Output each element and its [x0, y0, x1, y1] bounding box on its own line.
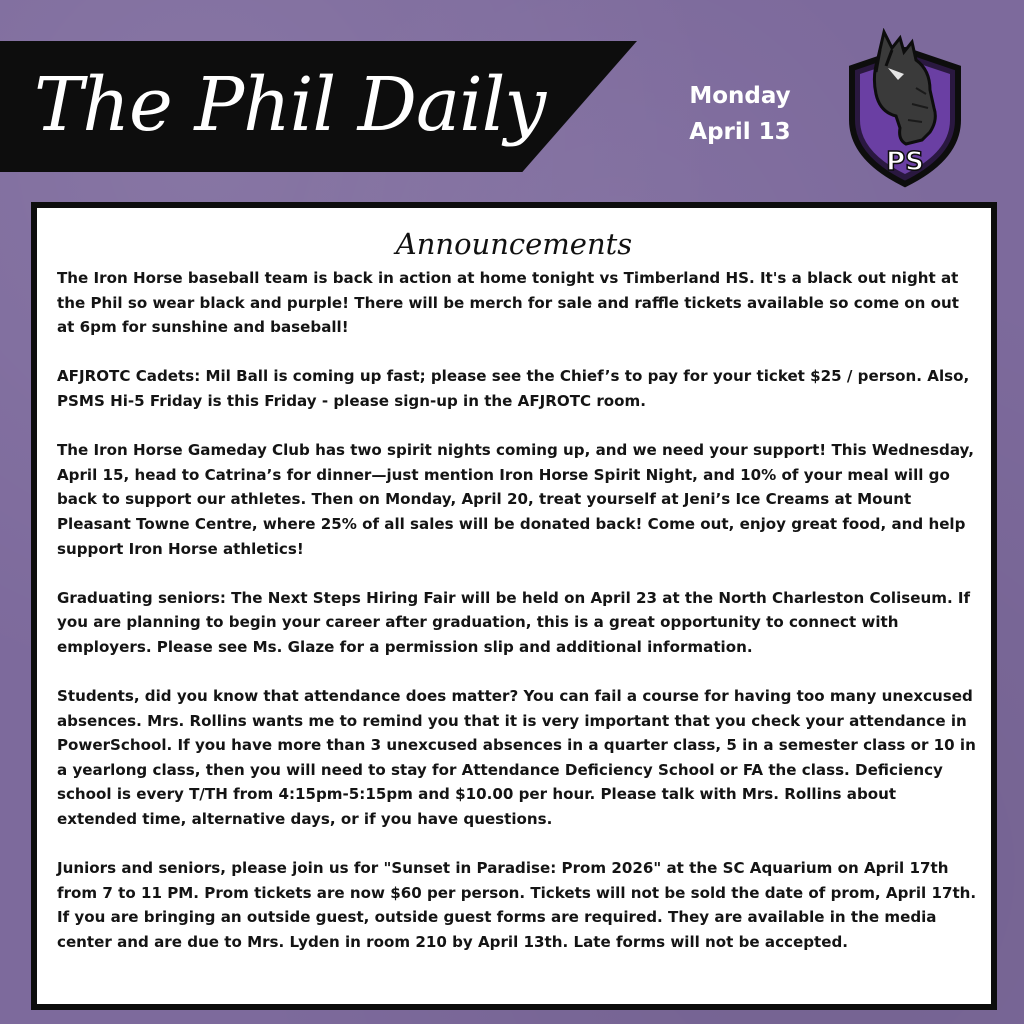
announcements-body — [57, 266, 979, 979]
date-month-day: April 13 — [689, 119, 791, 145]
announcements-card — [31, 202, 997, 1010]
page-title: The Phil Daily — [34, 62, 546, 148]
announcement-paragraph: The Iron Horse Gameday Club has two spirit nights coming up, and we need your support! This Wednesday, April 15, head to Catrina’s for dinner—just mention Iron Horse Spirit Night, and 10% of your meal will go back to support our athletes. Then on Monday, April 20, treat yourself at Jeni’s Ice Creams at Mount Pleasant Towne Centre, where 25% of all sales will be donated back! Come out, enjoy great food, and help support Iron Horse athletics! — [57, 441, 974, 558]
announcement-paragraph: Students, did you know that attendance does matter? You can fail a course for having too many unexcused absences. Mrs. Rollins wants me to remind you that it is very important that you check your attendance in PowerSchool. If you have more than 3 unexcused absences in a quarter class, 5 in a semester class or 10 in a yearlong class, then you will need to stay for Attendance Deficiency School or FA the class. Deficiency school is every T/TH from 4:15pm-5:15pm and $10.00 per hour. Please talk with Mrs. Rollins about extended time, alternative days, or if you have questions. — [57, 687, 976, 829]
announcement-paragraph: Graduating seniors: The Next Steps Hiring Fair will be held on April 23 at the North Charleston Coliseum. If you are planning to begin your career after graduation, this is a great opportunity to connect with employers. Please see Ms. Glaze for a permission slip and additional information. — [57, 588, 971, 656]
logo-text: PS — [886, 147, 924, 177]
date-day: Monday — [689, 83, 791, 109]
iron-horse-mascot-icon — [846, 28, 964, 188]
announcement-paragraph: The Iron Horse baseball team is back in action at home tonight vs Timberland HS. It's a black out night at the Phil so wear black and purple! There will be merch for sale and raffle tickets available so come on out at 6pm for sunshine and baseball! — [57, 269, 960, 337]
announcement-paragraph: AFJROTC Cadets: Mil Ball is coming up fast; please see the Chief’s to pay for your ticket $25 / person. Also, PSMS Hi-5 Friday is this Friday - please sign-up in the AFJROTC room. — [57, 367, 970, 410]
announcements-heading: Announcements — [395, 227, 633, 261]
announcement-paragraph: Juniors and seniors, please join us for "Sunset in Paradise: Prom 2026" at the SC Aquarium on April 17th from 7 to 11 PM. Prom tickets are now $60 per person. Tickets will not be sold the date of prom, April 17th. If you are bringing an outside guest, outside guest forms are required. They are available in the media center and are due to Mrs. Lyden in room 210 by April 13th. Late forms will not be accepted. — [57, 859, 977, 952]
date-block — [660, 78, 820, 150]
